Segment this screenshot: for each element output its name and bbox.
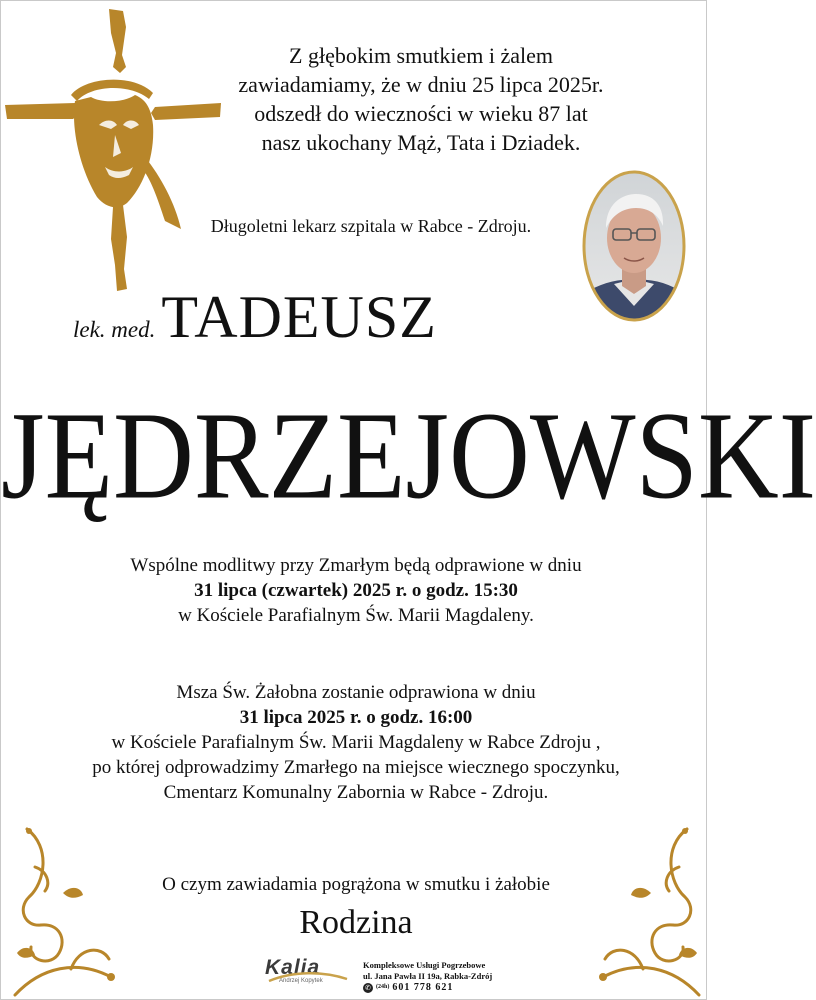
prayer-section: [61, 553, 651, 628]
phone-hours: (24h): [376, 984, 390, 990]
intro-text: [201, 41, 641, 157]
company-address: ul. Jana Pawła II 19a, Rabka-Zdrój: [363, 971, 493, 981]
company-name: Kompleksowe Usługi Pogrzebowe: [363, 960, 486, 970]
prayer-place: w Kościele Parafialnym Św. Marii Magdaleny.: [178, 605, 534, 626]
surname: JĘDRZEJOWSKI: [1, 386, 816, 526]
intro-line: zawiadamiamy, że w dniu 25 lipca 2025r.: [238, 72, 604, 97]
funeral-home-details: [363, 960, 553, 993]
mass-date-time: 31 lipca 2025 r. o godz. 16:00: [239, 707, 473, 728]
name-title: [73, 283, 437, 352]
mass-place-line: po której odprowadzimy Zmarłego na miejsce wiecznego spoczynku,: [92, 757, 620, 778]
mass-place-line: Cmentarz Komunalny Zabornia w Rabce - Zdroju.: [163, 782, 549, 803]
prayer-date-time: 31 lipca (czwartek) 2025 r. o godz. 15:30: [194, 580, 518, 601]
intro-line: odszedł do wieczności w wieku 87 lat: [254, 101, 588, 126]
intro-line: nasz ukochany Mąż, Tata i Dziadek.: [261, 130, 581, 155]
prayer-intro: Wspólne modlitwy przy Zmarłym będą odprawione w dniu: [130, 555, 582, 576]
floral-ornament-icon: [591, 827, 703, 997]
intro-line: Z głębokim smutkiem i żalem: [289, 43, 553, 68]
portrait-photo: [578, 166, 690, 326]
logo-name: Kalia: [265, 956, 321, 979]
logo-swoosh-icon: [267, 973, 349, 983]
family-signature: Rodzina: [299, 904, 413, 941]
honorific: lek. med.: [73, 317, 156, 342]
profession-line: Długoletni lekarz szpitala w Rabce - Zdroju.: [210, 216, 532, 236]
closing-line: O czym zawiadamia pogrążona w smutku i żałobie: [162, 874, 550, 895]
phone-number: 601 778 621: [392, 982, 454, 993]
crucifix-icon: [5, 7, 223, 292]
logo-owner: Andrzej Kopytek: [279, 978, 323, 984]
first-name: TADEUSZ: [161, 284, 437, 350]
funeral-home-logo: [265, 956, 355, 996]
phone-line: [363, 982, 553, 993]
mass-place-line: w Kościele Parafialnym Św. Marii Magdaleny w Rabce Zdroju ,: [111, 732, 601, 753]
mass-intro: Msza Św. Żałobna zostanie odprawiona w dniu: [176, 682, 536, 703]
phone-icon: ✆: [363, 983, 373, 993]
floral-ornament-icon: [11, 827, 121, 997]
mass-section: [41, 680, 671, 805]
